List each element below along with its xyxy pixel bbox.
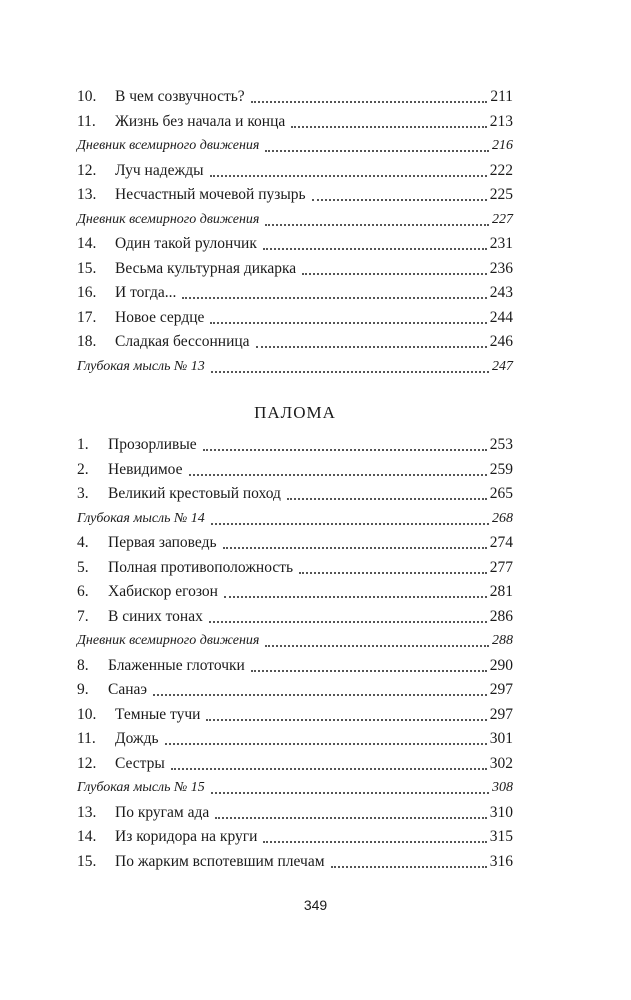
- dot-leader: [211, 370, 489, 373]
- entry-title: Сладкая бессонница: [115, 333, 250, 350]
- entry-number: 12.: [77, 754, 97, 772]
- toc-entry: [77, 847, 513, 871]
- entry-page: 301: [489, 730, 513, 747]
- dot-leader: [299, 571, 487, 574]
- dot-leader: [224, 595, 487, 598]
- entry-page: 244: [489, 308, 513, 326]
- entry-number: 14.: [77, 828, 97, 845]
- entry-title: В синих тонах: [108, 607, 203, 625]
- entry-number: 13.: [77, 803, 97, 821]
- toc-entry: [77, 724, 513, 748]
- entry-title: По кругам ада: [115, 803, 210, 821]
- toc-entry: [77, 675, 513, 699]
- dot-leader: [206, 718, 486, 721]
- toc-interlude-entry: [77, 352, 513, 376]
- entry-page: 286: [489, 607, 513, 625]
- entry-page: 302: [489, 754, 513, 772]
- dot-leader: [251, 100, 488, 103]
- dot-leader: [265, 644, 489, 647]
- entry-page: 246: [489, 333, 513, 350]
- entry-number: 6.: [77, 583, 89, 600]
- entry-number: 10.: [77, 88, 97, 105]
- toc-entry: [77, 107, 513, 131]
- entry-number: 10.: [77, 705, 97, 723]
- entry-number: 13.: [77, 186, 97, 203]
- entry-number: 16.: [77, 284, 97, 301]
- entry-page: 268: [492, 510, 513, 526]
- dot-leader: [171, 767, 487, 770]
- entry-title: Глубокая мысль № 14: [77, 510, 205, 526]
- dot-leader: [210, 321, 486, 324]
- entry-title: Санаэ: [108, 681, 148, 698]
- entry-page: 236: [489, 259, 513, 277]
- entry-number: 18.: [77, 333, 97, 350]
- dot-leader: [215, 816, 487, 819]
- dot-leader: [287, 497, 487, 500]
- dot-leader: [291, 125, 486, 128]
- entry-page: 247: [492, 358, 513, 374]
- dot-leader: [263, 247, 487, 250]
- dot-leader: [209, 620, 487, 623]
- entry-page: 231: [489, 235, 513, 252]
- entry-page: 297: [489, 681, 513, 698]
- entry-title: И тогда...: [115, 284, 177, 301]
- entry-number: 8.: [77, 656, 89, 674]
- toc-entry: [77, 651, 513, 675]
- entry-page: 310: [489, 803, 513, 821]
- entry-page: 308: [492, 780, 513, 795]
- entry-page: 315: [489, 828, 513, 845]
- entry-page: 316: [489, 852, 513, 870]
- dot-leader: [211, 791, 489, 794]
- entry-title: Дневник всемирного движения: [77, 138, 260, 153]
- entry-page: 227: [492, 211, 513, 227]
- toc-entry: [77, 528, 513, 552]
- toc-entry: [77, 278, 513, 302]
- entry-page: 281: [489, 583, 513, 600]
- entry-title: По жарким вспотевшим плечам: [115, 852, 325, 870]
- toc-interlude-entry: [77, 773, 513, 797]
- entry-number: 14.: [77, 235, 97, 252]
- entry-number: 12.: [77, 161, 97, 179]
- toc-entry: [77, 602, 513, 626]
- entry-number: 17.: [77, 308, 97, 326]
- toc-interlude-entry: [77, 626, 513, 650]
- entry-title: Невидимое: [108, 460, 183, 478]
- entry-number: 5.: [77, 558, 89, 576]
- entry-title: Полная противоположность: [108, 558, 294, 576]
- entry-title: Дождь: [115, 730, 159, 747]
- entry-page: 225: [489, 186, 513, 203]
- dot-leader: [312, 198, 487, 201]
- toc-entry: [77, 822, 513, 846]
- toc-interlude-entry: [77, 504, 513, 528]
- entry-title: Сестры: [115, 754, 165, 772]
- entry-number: 7.: [77, 607, 89, 625]
- dot-leader: [263, 840, 486, 843]
- entry-title: Дневник всемирного движения: [77, 633, 260, 648]
- dot-leader: [251, 669, 487, 672]
- entry-page: 277: [489, 558, 513, 576]
- dot-leader: [211, 522, 489, 525]
- entry-title: Блаженные глоточки: [108, 656, 245, 674]
- dot-leader: [203, 448, 487, 451]
- dot-leader: [165, 742, 487, 745]
- entry-number: 11.: [77, 112, 96, 130]
- toc-entry: [77, 156, 513, 180]
- entry-page: 222: [489, 161, 513, 179]
- section-title: ПАЛОМА: [254, 403, 336, 422]
- entry-page: 297: [489, 705, 513, 723]
- entry-number: 11.: [77, 730, 96, 747]
- entry-title: Новое сердце: [115, 308, 205, 326]
- dot-leader: [223, 546, 487, 549]
- entry-page: 265: [489, 485, 513, 502]
- entry-page: 290: [489, 656, 513, 674]
- entry-title: Луч надежды: [115, 161, 204, 179]
- entry-title: Несчастный мочевой пузырь: [115, 186, 306, 203]
- toc-entry: [77, 700, 513, 724]
- entry-title: Темные тучи: [115, 705, 201, 723]
- toc-entry: [77, 553, 513, 577]
- toc-interlude-entry: [77, 131, 513, 155]
- entry-number: 4.: [77, 534, 89, 551]
- toc-entry: [77, 229, 513, 253]
- dot-leader: [265, 223, 489, 226]
- entry-number: 15.: [77, 852, 97, 870]
- toc-entry: [77, 577, 513, 601]
- dot-leader: [265, 149, 489, 152]
- dot-leader: [210, 174, 487, 177]
- entry-title: В чем созвучность?: [115, 88, 245, 105]
- entry-page: 243: [489, 284, 513, 301]
- entry-title: Прозорливые: [108, 436, 197, 453]
- entry-page: 253: [489, 436, 513, 453]
- entry-number: 9.: [77, 681, 89, 698]
- toc-entry: [77, 749, 513, 773]
- entry-title: Один такой рулончик: [115, 235, 257, 252]
- toc-entry: [77, 327, 513, 351]
- toc-entry: [77, 479, 513, 503]
- entry-title: Дневник всемирного движения: [77, 211, 260, 227]
- dot-leader: [331, 865, 487, 868]
- toc-entry: [77, 303, 513, 327]
- entry-title: Жизнь без начала и конца: [115, 112, 286, 130]
- entry-page: 213: [489, 112, 513, 130]
- entry-title: Хабискор егозон: [108, 583, 218, 600]
- entry-title: Великий крестовый поход: [108, 485, 281, 502]
- entry-number: 15.: [77, 259, 97, 277]
- entry-title: Из коридора на круги: [115, 828, 258, 845]
- toc-interlude-entry: [77, 205, 513, 229]
- entry-page: 216: [492, 138, 513, 153]
- dot-leader: [302, 272, 487, 275]
- entry-page: 211: [490, 88, 513, 105]
- entry-number: 2.: [77, 460, 89, 478]
- toc-entry: [77, 430, 513, 454]
- entry-title: Весьма культурная дикарка: [115, 259, 297, 277]
- toc-entry: [77, 180, 513, 204]
- page-number: 349: [303, 897, 328, 913]
- dot-leader: [153, 693, 487, 696]
- entry-title: Глубокая мысль № 13: [77, 358, 205, 374]
- entry-page: 259: [489, 460, 513, 478]
- entry-page: 288: [492, 633, 513, 648]
- entry-number: 1.: [77, 436, 89, 453]
- dot-leader: [182, 296, 486, 299]
- entry-page: 274: [489, 534, 513, 551]
- dot-leader: [189, 473, 487, 476]
- toc-entry: [77, 254, 513, 278]
- entry-title: Первая заповедь: [108, 534, 217, 551]
- toc-entry: [77, 455, 513, 479]
- entry-number: 3.: [77, 485, 89, 502]
- dot-leader: [256, 345, 487, 348]
- entry-title: Глубокая мысль № 15: [77, 780, 205, 795]
- toc-entry: [77, 798, 513, 822]
- toc-entry: [77, 82, 513, 106]
